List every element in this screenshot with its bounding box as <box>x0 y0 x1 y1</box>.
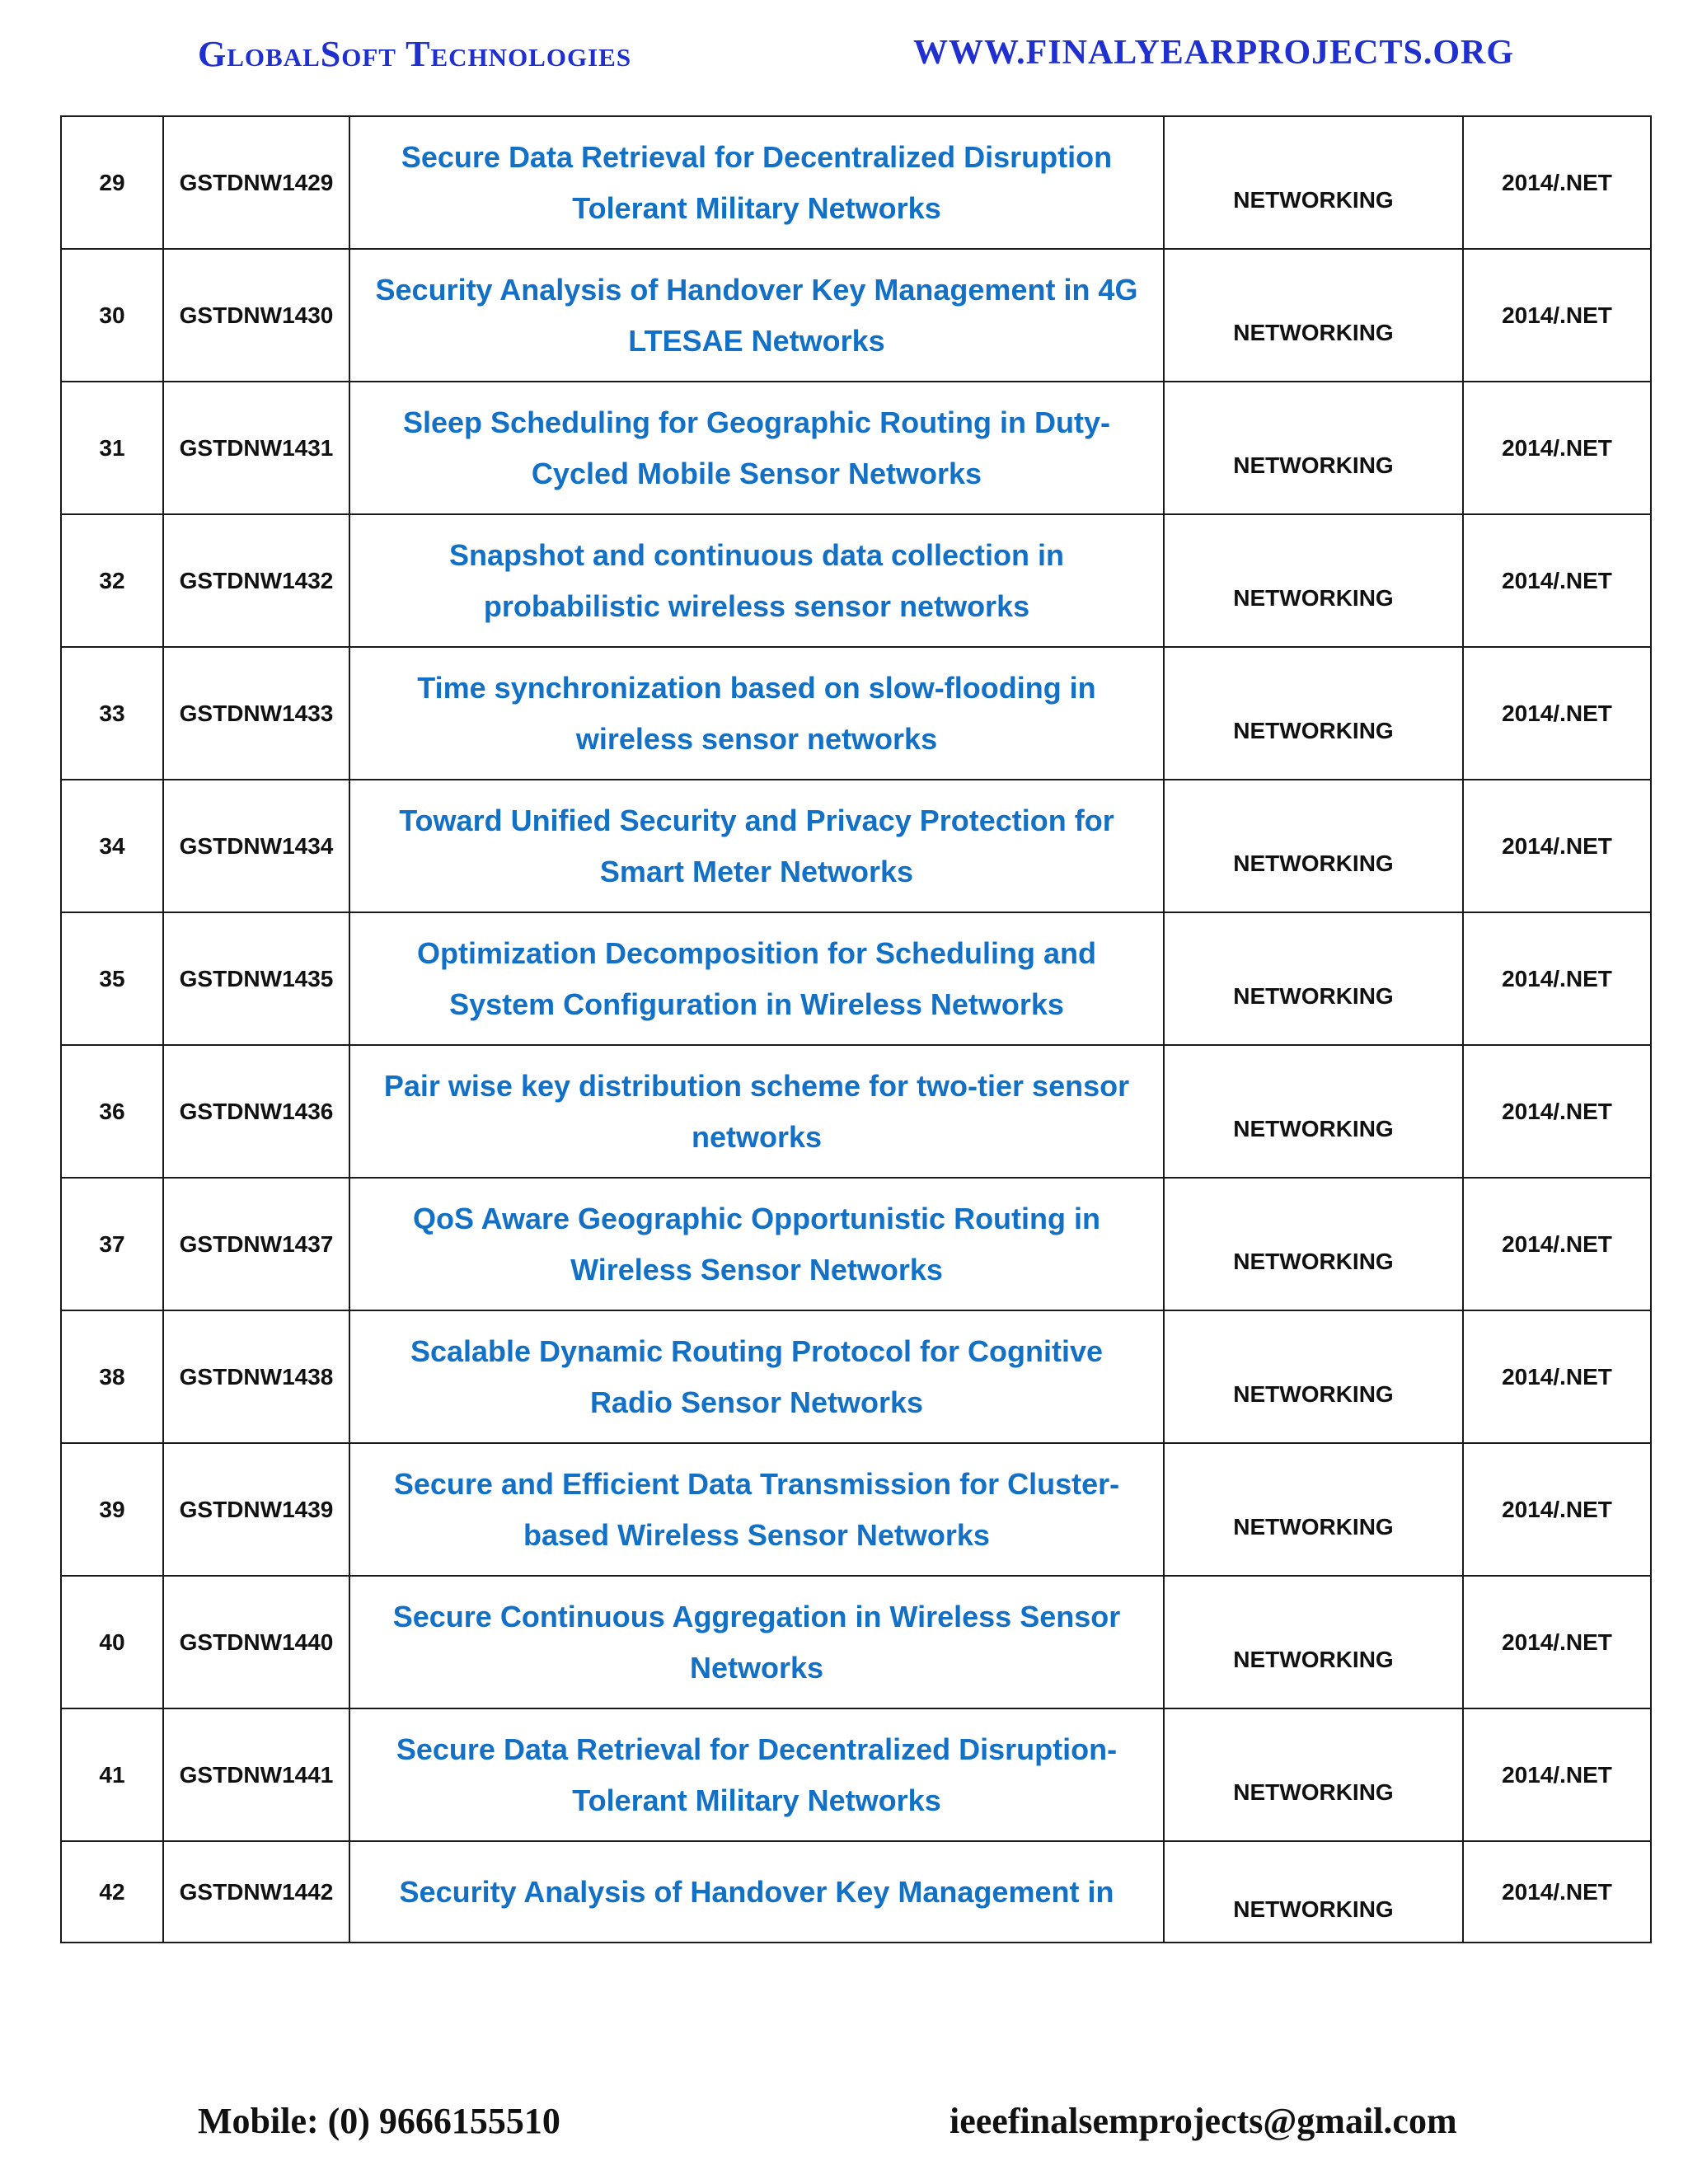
project-title: Time synchronization based on slow-flooding in wireless sensor networks <box>417 670 1096 756</box>
row-number: 34 <box>61 780 163 912</box>
project-domain: NETWORKING <box>1233 1380 1394 1407</box>
project-table <box>60 115 1652 1943</box>
project-code: GSTDNW1437 <box>179 1231 334 1257</box>
page-header <box>0 33 1688 82</box>
project-code: GSTDNW1432 <box>179 568 334 593</box>
project-code: GSTDNW1431 <box>179 435 334 461</box>
table-row <box>61 1178 1651 1310</box>
project-year: 2014/.NET <box>1463 1841 1651 1943</box>
table-row <box>61 1841 1651 1943</box>
project-domain: NETWORKING <box>1233 717 1394 743</box>
project-code: GSTDNW1434 <box>179 833 334 859</box>
project-year: 2014/.NET <box>1463 1576 1651 1708</box>
project-title: Pair wise key distribution scheme for two-tier sensor networks <box>383 1068 1130 1154</box>
project-code: GSTDNW1436 <box>179 1099 334 1124</box>
project-code: GSTDNW1441 <box>179 1762 334 1788</box>
project-code: GSTDNW1429 <box>179 170 334 195</box>
project-year: 2014/.NET <box>1463 1178 1651 1310</box>
row-number: 40 <box>61 1576 163 1708</box>
mobile-number: Mobile: (0) 9666155510 <box>198 2101 560 2141</box>
project-domain: NETWORKING <box>1233 452 1394 478</box>
row-number: 36 <box>61 1045 163 1178</box>
project-domain: NETWORKING <box>1233 982 1394 1009</box>
table-row <box>61 116 1651 249</box>
project-domain: NETWORKING <box>1233 1896 1394 1922</box>
row-number: 37 <box>61 1178 163 1310</box>
contact-email: ieeefinalsemprojects@gmail.com <box>950 2101 1457 2141</box>
project-year: 2014/.NET <box>1463 1045 1651 1178</box>
row-number: 31 <box>61 382 163 514</box>
project-year: 2014/.NET <box>1463 647 1651 780</box>
project-domain: NETWORKING <box>1233 850 1394 876</box>
project-year: 2014/.NET <box>1463 249 1651 382</box>
table-row <box>61 1576 1651 1708</box>
project-code: GSTDNW1440 <box>179 1629 334 1655</box>
row-number: 41 <box>61 1708 163 1841</box>
table-row <box>61 514 1651 647</box>
project-code: GSTDNW1433 <box>179 701 334 726</box>
project-year: 2014/.NET <box>1463 382 1651 514</box>
project-code: GSTDNW1438 <box>179 1364 334 1390</box>
project-year: 2014/.NET <box>1463 514 1651 647</box>
project-code: GSTDNW1435 <box>179 966 334 991</box>
project-year: 2014/.NET <box>1463 1708 1651 1841</box>
row-number: 29 <box>61 116 163 249</box>
project-title: Security Analysis of Handover Key Management in <box>399 1874 1114 1909</box>
table-row <box>61 249 1651 382</box>
table-row <box>61 1443 1651 1576</box>
row-number: 42 <box>61 1841 163 1943</box>
project-year: 2014/.NET <box>1463 1443 1651 1576</box>
table-row <box>61 912 1651 1045</box>
project-year: 2014/.NET <box>1463 116 1651 249</box>
project-year: 2014/.NET <box>1463 1310 1651 1443</box>
project-title: QoS Aware Geographic Opportunistic Routing in Wireless Sensor Networks <box>412 1201 1101 1286</box>
project-domain: NETWORKING <box>1233 1513 1394 1540</box>
project-code: GSTDNW1442 <box>179 1879 334 1905</box>
project-domain: NETWORKING <box>1233 584 1394 611</box>
project-year: 2014/.NET <box>1463 912 1651 1045</box>
table-row <box>61 1708 1651 1841</box>
project-title: Secure Continuous Aggregation in Wireless Sensor Networks <box>392 1599 1121 1685</box>
website-url: WWW.FINALYEARPROJECTS.ORG <box>913 34 1515 72</box>
table-row <box>61 382 1651 514</box>
row-number: 33 <box>61 647 163 780</box>
project-title: Secure Data Retrieval for Decentralized Disruption Tolerant Military Networks <box>401 139 1113 225</box>
row-number: 32 <box>61 514 163 647</box>
project-code: GSTDNW1439 <box>179 1497 334 1522</box>
page-footer <box>0 2100 1688 2149</box>
row-number: 38 <box>61 1310 163 1443</box>
project-domain: NETWORKING <box>1233 1248 1394 1274</box>
project-title: Optimization Decomposition for Scheduling and System Configuration in Wireless Networks <box>416 935 1096 1021</box>
project-title: Security Analysis of Handover Key Management in 4G LTESAE Networks <box>375 272 1138 358</box>
table-row <box>61 780 1651 912</box>
project-title: Toward Unified Security and Privacy Protection for Smart Meter Networks <box>399 803 1114 888</box>
project-domain: NETWORKING <box>1233 1115 1394 1141</box>
table-row <box>61 647 1651 780</box>
project-title: Secure and Efficient Data Transmission for Cluster-based Wireless Sensor Networks <box>393 1466 1120 1552</box>
project-title: Snapshot and continuous data collection in probabilistic wireless sensor networks <box>448 537 1065 623</box>
company-name: GlobalSoft Technologies <box>198 34 632 74</box>
project-code: GSTDNW1430 <box>179 302 334 328</box>
project-title: Scalable Dynamic Routing Protocol for Cognitive Radio Sensor Networks <box>410 1333 1104 1419</box>
row-number: 30 <box>61 249 163 382</box>
project-title: Secure Data Retrieval for Decentralized Disruption-Tolerant Military Networks <box>396 1732 1118 1817</box>
project-year: 2014/.NET <box>1463 780 1651 912</box>
row-number: 35 <box>61 912 163 1045</box>
table-row <box>61 1310 1651 1443</box>
table-row <box>61 1045 1651 1178</box>
project-title: Sleep Scheduling for Geographic Routing in Duty-Cycled Mobile Sensor Networks <box>402 405 1111 490</box>
project-domain: NETWORKING <box>1233 186 1394 213</box>
project-domain: NETWORKING <box>1233 1646 1394 1672</box>
project-domain: NETWORKING <box>1233 1779 1394 1805</box>
project-domain: NETWORKING <box>1233 319 1394 345</box>
row-number: 39 <box>61 1443 163 1576</box>
